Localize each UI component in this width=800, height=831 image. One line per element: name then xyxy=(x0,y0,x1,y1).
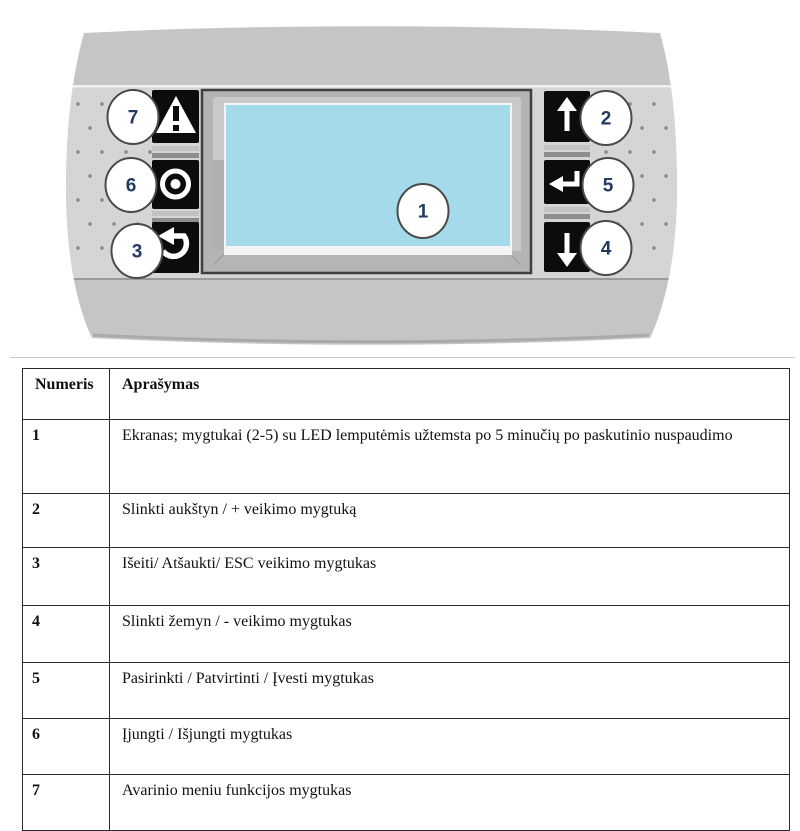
lcd-screen xyxy=(226,105,510,246)
callout-label-5: 5 xyxy=(602,175,614,197)
callout-label-2: 2 xyxy=(600,108,612,130)
button-separator xyxy=(544,152,590,157)
row-number: 3 xyxy=(23,548,110,606)
table-row xyxy=(23,719,790,775)
row-description: Slinkti aukštyn / + veikimo mygtuką xyxy=(110,494,790,548)
button-separator xyxy=(152,146,199,151)
button-separator xyxy=(152,211,199,216)
band-bottom-line xyxy=(60,278,685,280)
row-description: Įjungti / Išjungti mygtukas xyxy=(110,719,790,775)
button-separator xyxy=(544,145,590,150)
callout-alarm xyxy=(108,90,159,144)
bezel-left-shadow xyxy=(213,160,224,265)
table-row xyxy=(23,494,790,548)
header-aprasymas: Aprašymas xyxy=(110,369,790,420)
horizontal-rule xyxy=(10,357,795,358)
row-description: Ekranas; mygtukai (2-5) su LED lemputėmis užtemsta po 5 minučių po paskutinio nuspaudimo xyxy=(110,420,790,494)
row-number: 1 xyxy=(23,420,110,494)
row-number: 6 xyxy=(23,719,110,775)
row-description: Išeiti/ Atšaukti/ ESC veikimo mygtukas xyxy=(110,548,790,606)
row-number: 2 xyxy=(23,494,110,548)
button-separator xyxy=(544,214,590,219)
callout-label-4: 4 xyxy=(600,238,612,260)
table-row xyxy=(23,775,790,831)
power-button xyxy=(152,160,199,209)
button-separator xyxy=(152,153,199,158)
callout-enter xyxy=(583,158,634,212)
controller-device-figure xyxy=(0,0,800,360)
table-row xyxy=(23,606,790,663)
callout-power xyxy=(106,158,157,212)
row-number: 4 xyxy=(23,606,110,663)
callout-down xyxy=(581,221,632,275)
row-description: Pasirinkti / Patvirtinti / Įvesti mygtukas xyxy=(110,663,790,719)
table-row xyxy=(23,548,790,606)
callout-label-7: 7 xyxy=(127,107,139,129)
callout-up xyxy=(581,91,632,145)
table-row xyxy=(23,663,790,719)
device-illustration xyxy=(0,0,800,360)
band-highlight-line xyxy=(60,85,685,88)
header-numeris: Numeris xyxy=(23,369,110,420)
row-number: 7 xyxy=(23,775,110,831)
table-header-row xyxy=(23,369,790,420)
callout-label-6: 6 xyxy=(125,175,137,197)
row-description: Avarinio meniu funkcijos mygtukas xyxy=(110,775,790,831)
description-table xyxy=(22,368,790,831)
table-row xyxy=(23,420,790,494)
callout-label-3: 3 xyxy=(131,241,143,263)
callout-screen xyxy=(398,184,449,238)
button-separator xyxy=(544,207,590,212)
callout-back xyxy=(112,224,163,278)
row-number: 5 xyxy=(23,663,110,719)
callout-label-1: 1 xyxy=(417,201,429,223)
row-description: Slinkti žemyn / - veikimo mygtukas xyxy=(110,606,790,663)
